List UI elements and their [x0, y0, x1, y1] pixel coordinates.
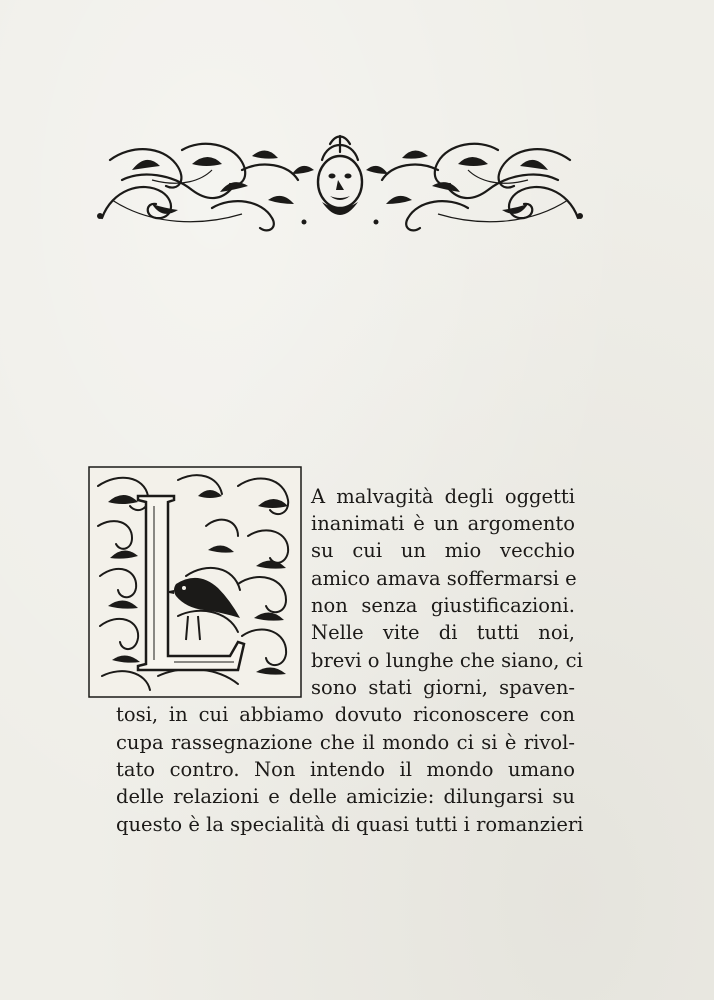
decorated-initial-l: [88, 466, 302, 698]
text-line-10: cupa rassegnazione che il mondo ci si è rivol-: [116, 731, 575, 754]
text-line-4: amico amava soffermarsi e: [311, 567, 577, 590]
text-line-12: delle relazioni e delle amicizie: dilungarsi su: [116, 785, 575, 808]
text-line-9: tosi, in cui abbiamo dovuto riconoscere con: [116, 703, 575, 726]
text-line-7: brevi o lunghe che siano, ci: [311, 649, 583, 672]
text-line-5: non senza giustificazioni.: [311, 594, 575, 617]
text-line-1: A malvagità degli oggetti: [311, 485, 575, 508]
text-line-3: su cui un mio vecchio: [311, 539, 575, 562]
text-line-2: inanimati è un argomento: [311, 512, 575, 535]
text-line-6: Nelle vite di tutti noi,: [311, 621, 575, 644]
text-line-8: sono stati giorni, spaven-: [311, 676, 575, 699]
text-line-13: questo è la specialità di quasi tutti i romanzieri: [116, 813, 584, 836]
ornamental-headpiece: [92, 130, 588, 238]
text-line-11: tato contro. Non intendo il mondo umano: [116, 758, 575, 781]
